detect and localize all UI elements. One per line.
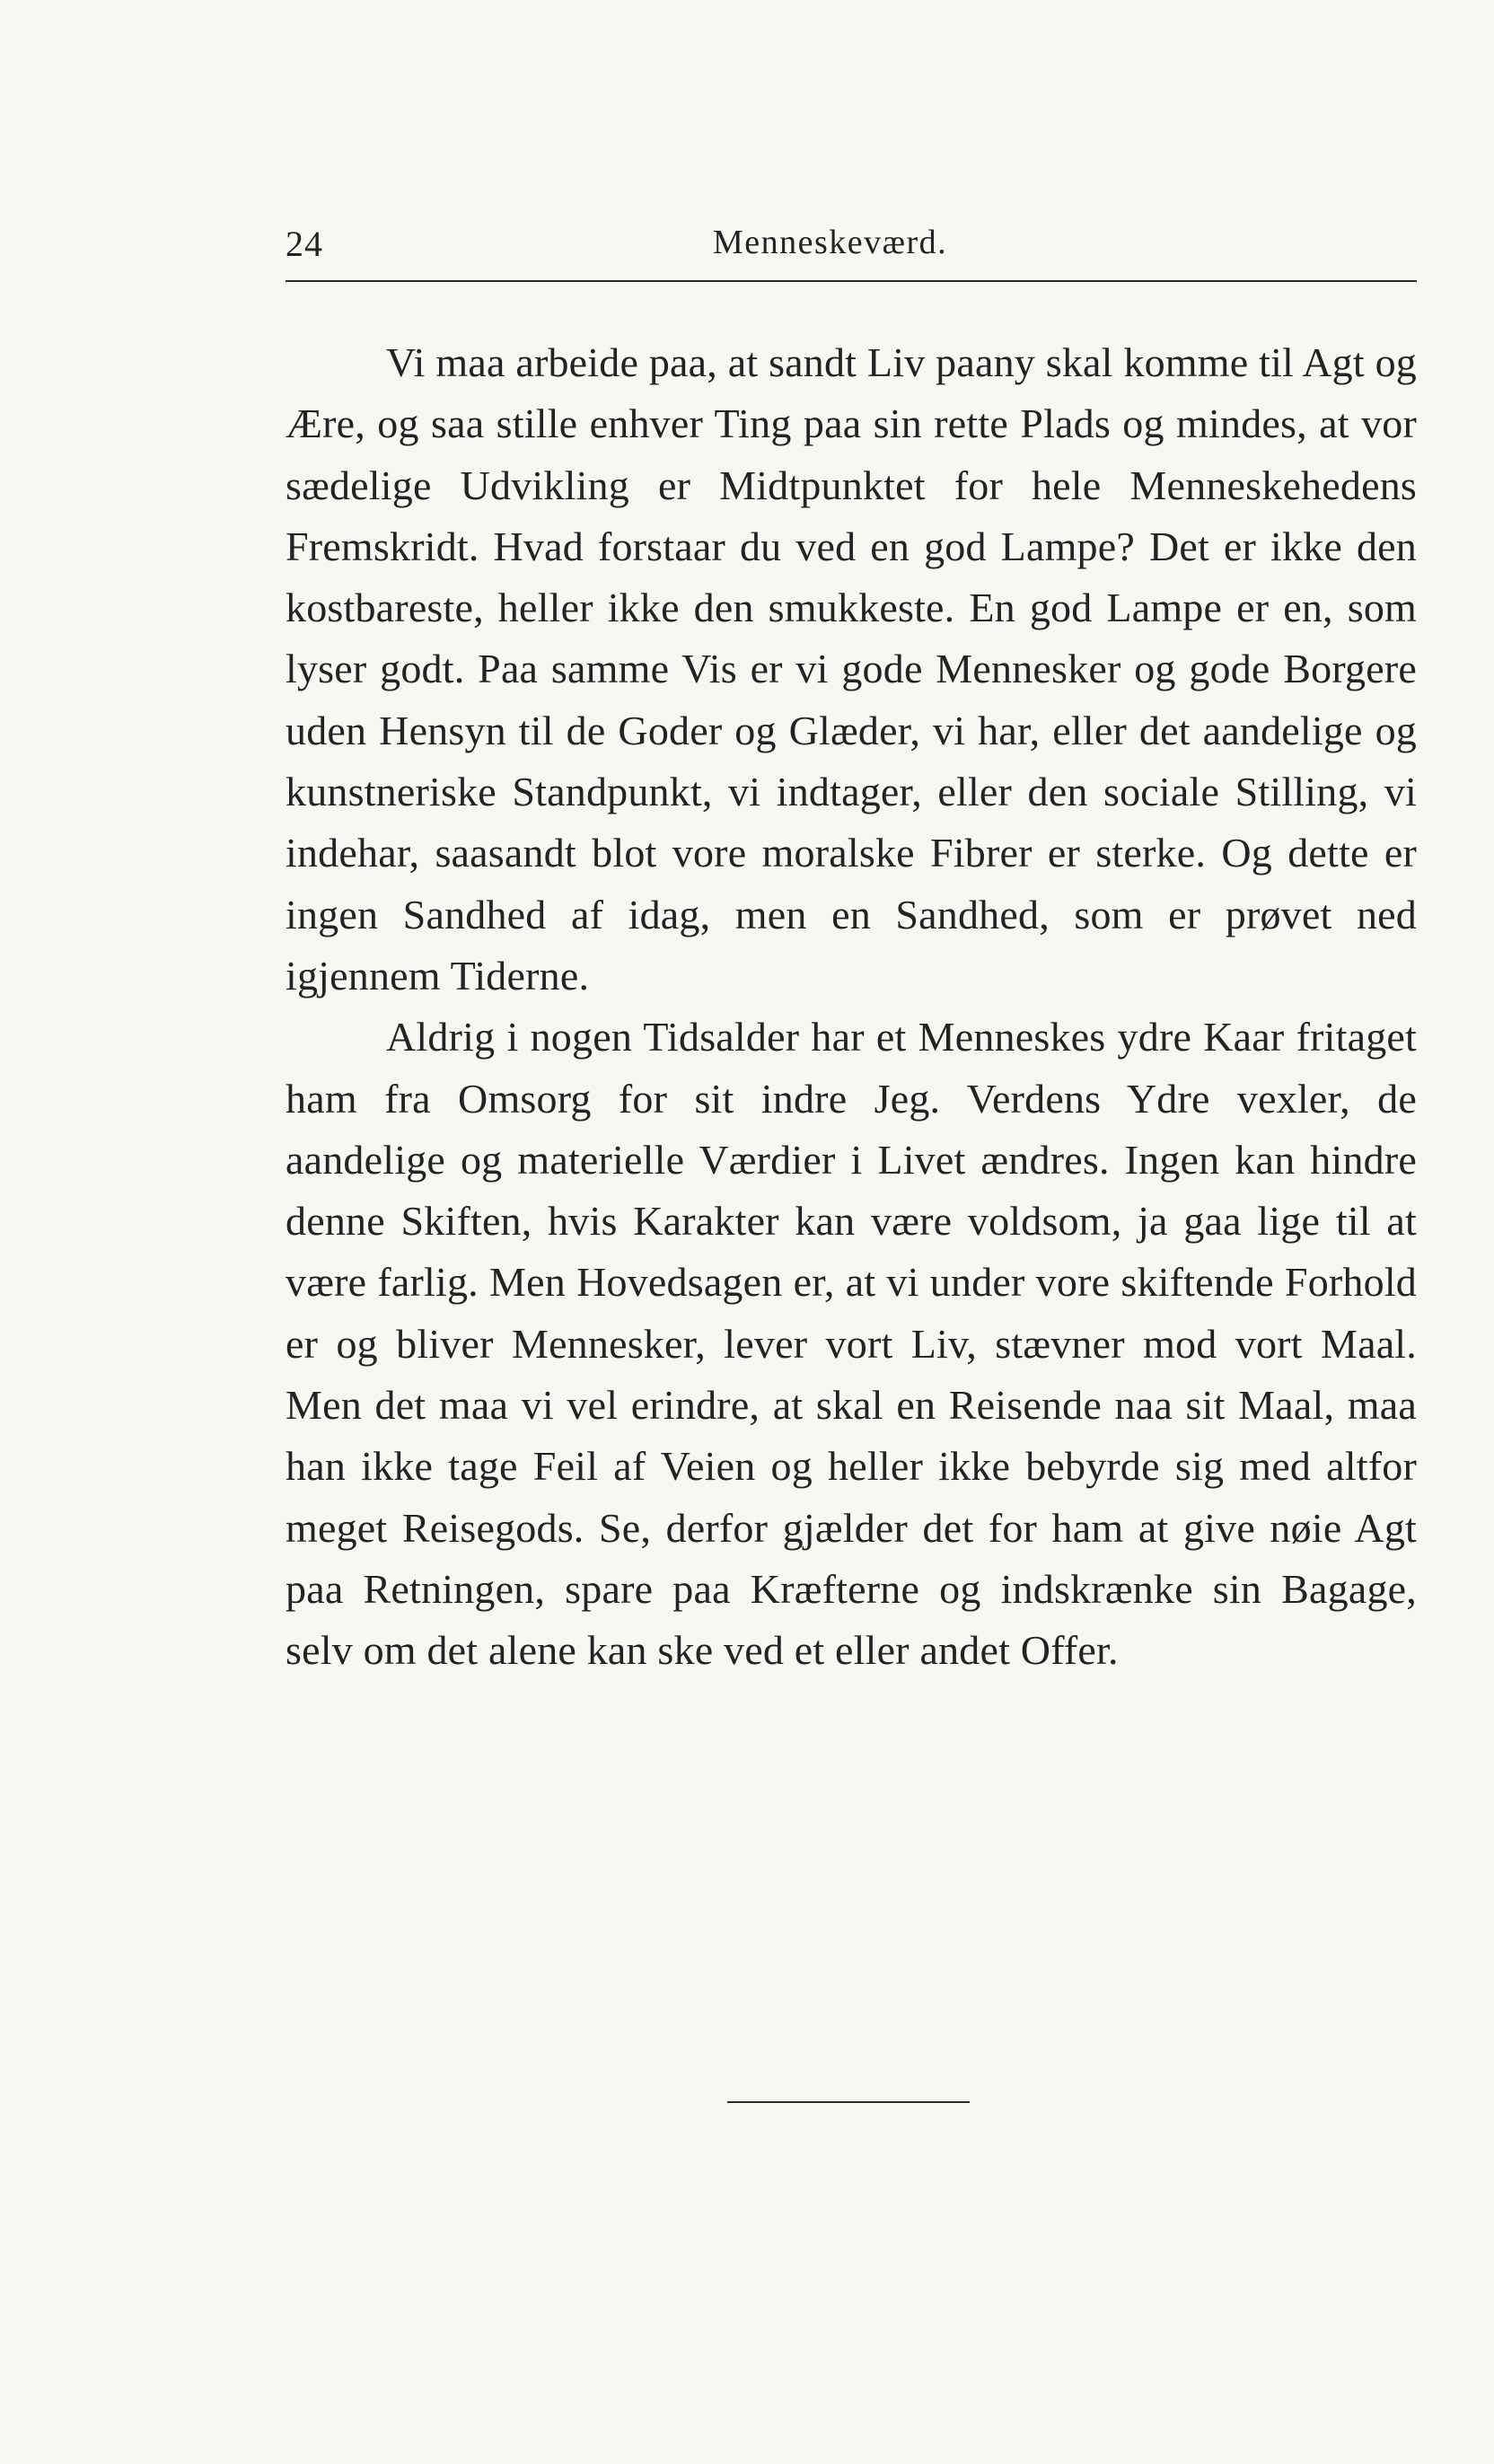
end-rule (727, 2101, 970, 2103)
page-number: 24 (286, 224, 323, 264)
running-head: Menneskeværd. (713, 224, 948, 261)
header-rule (286, 280, 1417, 282)
paragraph-2: Aldrig i nogen Tidsalder har et Menneskes ydre Kaar fritaget ham fra Omsorg for sit indre Jeg. Verdens Ydre vexler, de aandelige og materielle Værdier i Livet ændres. Ingen kan hindre denne Skiften, hvis Karakter kan være voldsom, ja gaa lige til at være farlig. Men Hovedsagen er, at vi under vore skiftende Forhold er og bliver Mennesker, lever vort Liv, stævner mod vort Maal. Men det maa vi vel erindre, at skal en Reisende naa sit Maal, maa han ikke tage Feil af Veien og heller ikke bebyrde sig med altfor meget Reisegods. Se, derfor gjælder det for ham at give nøie Agt paa Retningen, spare paa Kræfterne og indskrænke sin Bagage, selv om det alene kan ske ved et eller andet Offer. (286, 1014, 1417, 1674)
body-text (286, 332, 1417, 1682)
page-header (286, 223, 1417, 278)
paragraph-1: Vi maa arbeide paa, at sandt Liv paany skal komme til Agt og Ære, og saa stille enhver Ting paa sin rette Plads og mindes, at vor sædelige Udvikling er Midtpunktet for hele Menneskehedens Fremskridt. Hvad forstaar du ved en god Lampe? Det er ikke den kostbareste, heller ikke den smukkeste. En god Lampe er en, som lyser godt. Paa samme Vis er vi gode Mennesker og gode Borgere uden Hensyn til de Goder og Glæder, vi har, eller det aandelige og kunstneriske Standpunkt, vi indtager, eller den sociale Stilling, vi indehar, saasandt blot vore moralske Fibrer er sterke. Og dette er ingen Sandhed af idag, men en Sandhed, som er prøvet ned igjennem Tiderne. (286, 339, 1417, 999)
